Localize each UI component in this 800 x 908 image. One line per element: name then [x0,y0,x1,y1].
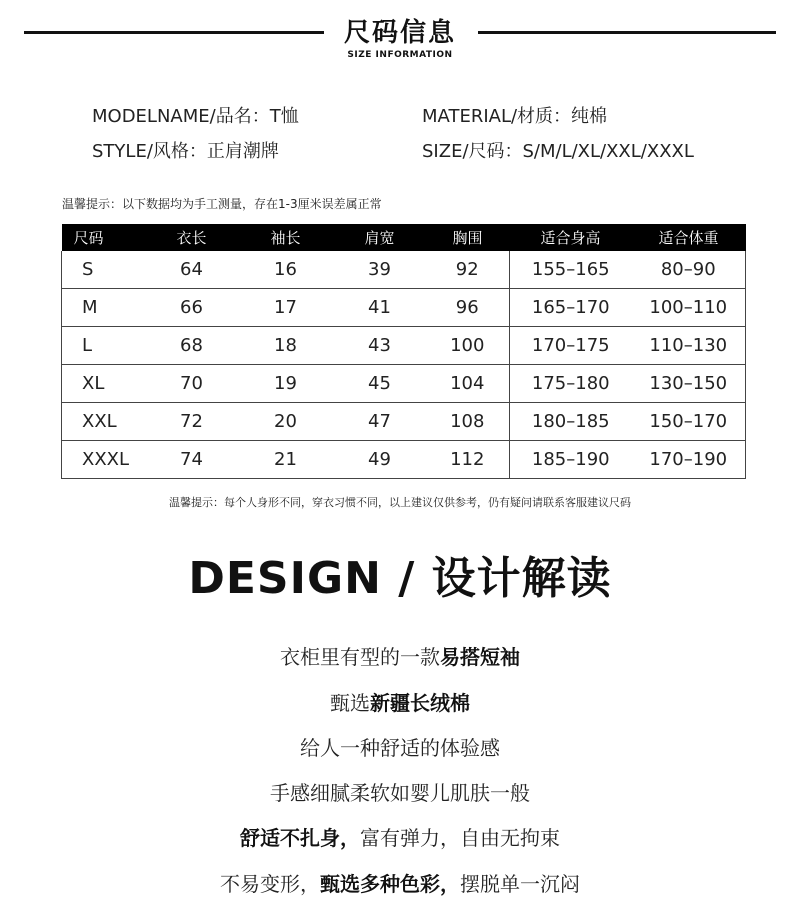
info-style: STYLE/风格：正肩潮牌 [92,141,279,162]
cell-weight: 100–110 [632,289,746,327]
cell-sleeve: 17 [238,289,334,327]
cell-length: 74 [146,441,238,479]
section-title: 尺码信息 [343,18,456,48]
cell-size: XXL [62,403,146,441]
design-line [0,777,800,806]
line-text: 衣柜里有型的一款 [280,645,440,669]
line-tail: 富有弹力，自由无拘束 [360,826,560,850]
cell-chest: 100 [426,327,510,365]
measurement-tip: 温馨提示：以下数据均为手工测量，存在1-3厘米误差属正常 [62,197,382,211]
cell-height: 175–180 [510,365,632,403]
cell-height: 185–190 [510,441,632,479]
cell-weight: 130–150 [632,365,746,403]
table-header-row [62,224,746,251]
cell-size: XXXL [62,441,146,479]
table-row [62,251,746,289]
line-emphasis: 甄选多种色彩， [320,872,460,896]
table-row [62,289,746,327]
design-line [0,868,800,897]
cell-shoulder: 39 [334,251,426,289]
table-row [62,327,746,365]
cell-height: 155–165 [510,251,632,289]
line-text: 不易变形， [220,872,320,896]
size-table [61,224,746,479]
cell-shoulder: 49 [334,441,426,479]
line-emphasis: 舒适不扎身， [240,826,360,850]
cell-size: M [62,289,146,327]
info-size: SIZE/尺码：S/M/L/XL/XXL/XXXL [422,141,694,162]
cell-sleeve: 20 [238,403,334,441]
info-model: MODELNAME/品名：T恤 [92,106,299,127]
header-chest: 胸围 [426,224,510,251]
fit-advice-tip: 温馨提示：每个人身形不同，穿衣习惯不同，以上建议仅供参考，仍有疑问请联系客服建议尺码 [169,496,631,509]
header-sleeve: 袖长 [238,224,334,251]
line-text: 手感细腻柔软如婴儿肌肤一般 [270,781,530,805]
design-line [0,641,800,670]
cell-length: 72 [146,403,238,441]
header-size: 尺码 [62,224,146,251]
cell-size: L [62,327,146,365]
cell-weight: 80–90 [632,251,746,289]
cell-height: 170–175 [510,327,632,365]
cell-size: XL [62,365,146,403]
cell-sleeve: 19 [238,365,334,403]
cell-length: 68 [146,327,238,365]
design-line [0,732,800,761]
cell-chest: 92 [426,251,510,289]
cell-chest: 112 [426,441,510,479]
cell-length: 70 [146,365,238,403]
cell-height: 165–170 [510,289,632,327]
section-subtitle: SIZE INFORMATION [347,50,453,60]
line-emphasis: 易搭短袖 [440,645,520,669]
line-emphasis: 新疆长绒棉 [370,691,470,715]
line-text: 甄选 [330,691,370,715]
header-weight: 适合体重 [632,224,746,251]
cell-shoulder: 41 [334,289,426,327]
design-line [0,687,800,716]
header-height: 适合身高 [510,224,632,251]
cell-sleeve: 16 [238,251,334,289]
cell-chest: 96 [426,289,510,327]
design-line [0,822,800,851]
cell-weight: 110–130 [632,327,746,365]
table-row [62,403,746,441]
cell-chest: 108 [426,403,510,441]
cell-shoulder: 47 [334,403,426,441]
header-shoulder: 肩宽 [334,224,426,251]
cell-size: S [62,251,146,289]
cell-weight: 150–170 [632,403,746,441]
header-length: 衣长 [146,224,238,251]
line-text: 给人一种舒适的体验感 [300,736,500,760]
table-row [62,365,746,403]
cell-length: 64 [146,251,238,289]
info-material: MATERIAL/材质：纯棉 [422,106,608,127]
table-row [62,441,746,479]
cell-sleeve: 21 [238,441,334,479]
cell-length: 66 [146,289,238,327]
cell-sleeve: 18 [238,327,334,365]
cell-chest: 104 [426,365,510,403]
cell-height: 180–185 [510,403,632,441]
cell-shoulder: 43 [334,327,426,365]
line-tail: 摆脱单一沉闷 [460,872,580,896]
cell-shoulder: 45 [334,365,426,403]
design-heading: DESIGN / 设计解读 [188,553,612,604]
cell-weight: 170–190 [632,441,746,479]
